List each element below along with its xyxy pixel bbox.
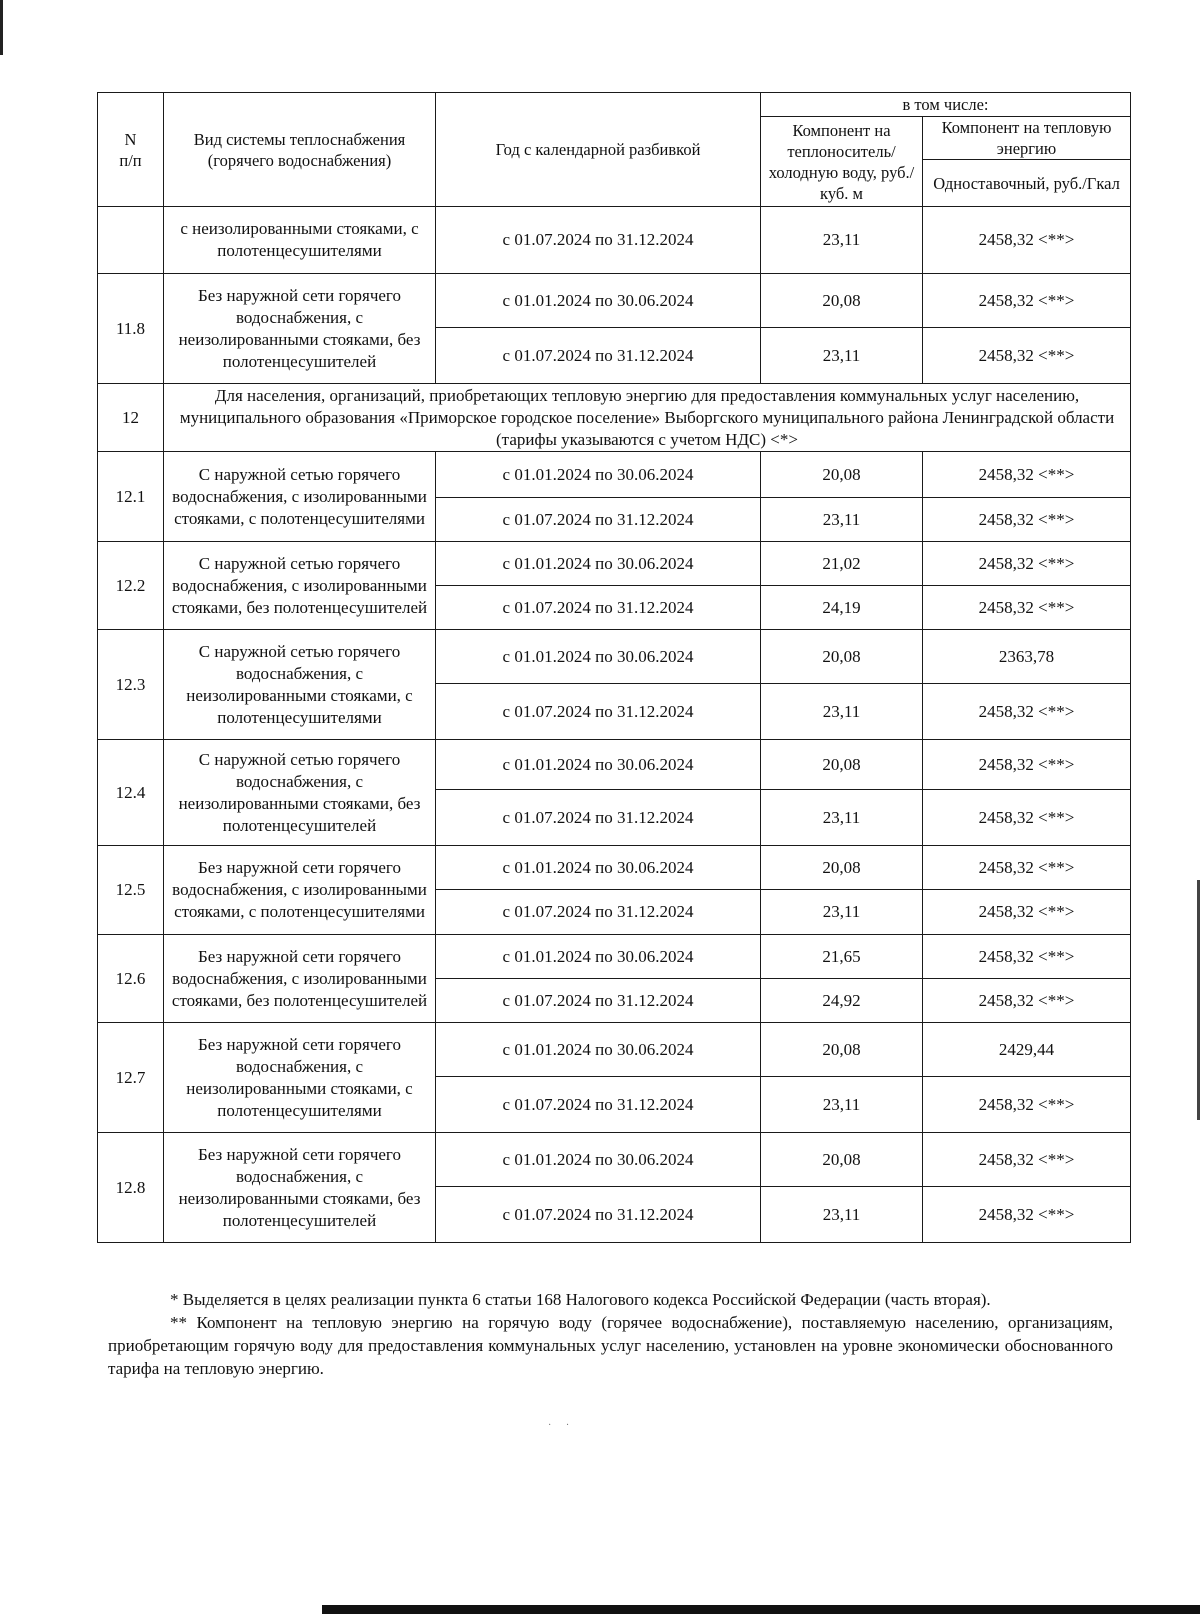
header-component-water: Компонент на теплоноситель/ холодную воду, руб./куб. м [761, 117, 923, 207]
system-cell: С наружной сетью горячего водоснабжения, с неизолированными стояками, с полотенцесушителями [164, 630, 436, 740]
energy-cell: 2458,32 <**> [923, 586, 1131, 630]
period-cell: с 01.01.2024 по 30.06.2024 [436, 274, 761, 328]
water-cell: 23,11 [761, 1077, 923, 1133]
section-row [98, 384, 1131, 452]
water-cell: 20,08 [761, 274, 923, 328]
energy-cell: 2458,32 <**> [923, 207, 1131, 274]
period-cell: с 01.01.2024 по 30.06.2024 [436, 1133, 761, 1187]
header-year: Год с календарной разбивкой [436, 93, 761, 207]
scan-edge-bottom [322, 1605, 1200, 1614]
system-cell: с неизолированными стояками, с полотенцесушителями [164, 207, 436, 274]
energy-cell: 2458,32 <**> [923, 498, 1131, 542]
section-num-cell: 12 [98, 384, 164, 452]
period-cell: с 01.07.2024 по 31.12.2024 [436, 979, 761, 1023]
table-row [98, 1023, 1131, 1077]
energy-cell: 2458,32 <**> [923, 452, 1131, 498]
footnote-2: ** Компонент на тепловую энергию на горячую воду (горячее водоснабжение), поставляемую населению, организациям, приобретающим горячую воду для предоставления коммунальных услуг населению, установлен на уровне экономически обоснованного тарифа на тепловую энергию. [108, 1313, 1113, 1378]
scan-noise-dots: · · [548, 1420, 576, 1431]
header-group: в том числе: [761, 93, 1131, 117]
energy-cell: 2458,32 <**> [923, 979, 1131, 1023]
period-cell: с 01.07.2024 по 31.12.2024 [436, 498, 761, 542]
water-cell: 20,08 [761, 1023, 923, 1077]
table-row [98, 846, 1131, 890]
header-num: N п/п [98, 93, 164, 207]
energy-cell: 2458,32 <**> [923, 790, 1131, 846]
row-num-cell: 12.7 [98, 1023, 164, 1133]
row-num-cell: 12.3 [98, 630, 164, 740]
period-cell: с 01.01.2024 по 30.06.2024 [436, 630, 761, 684]
table-row [98, 740, 1131, 790]
table-row [98, 935, 1131, 979]
energy-cell: 2458,32 <**> [923, 542, 1131, 586]
water-cell: 23,11 [761, 1187, 923, 1243]
energy-cell: 2458,32 <**> [923, 328, 1131, 384]
row-num-cell: 12.4 [98, 740, 164, 846]
water-cell: 23,11 [761, 498, 923, 542]
period-cell: с 01.01.2024 по 30.06.2024 [436, 542, 761, 586]
period-cell: с 01.07.2024 по 31.12.2024 [436, 790, 761, 846]
energy-cell: 2458,32 <**> [923, 1133, 1131, 1187]
table-row [98, 630, 1131, 684]
water-cell: 23,11 [761, 684, 923, 740]
system-cell: Без наружной сети горячего водоснабжения, с неизолированными стояками, с полотенцесушителями [164, 1023, 436, 1133]
water-cell: 20,08 [761, 846, 923, 890]
system-cell: С наружной сетью горячего водоснабжения, с изолированными стояками, без полотенцесушителей [164, 542, 436, 630]
row-num-cell: 12.1 [98, 452, 164, 542]
header-single-rate: Одноставочный, руб./Гкал [923, 160, 1131, 207]
water-cell: 24,19 [761, 586, 923, 630]
period-cell: с 01.07.2024 по 31.12.2024 [436, 207, 761, 274]
energy-cell: 2458,32 <**> [923, 890, 1131, 935]
energy-cell: 2458,32 <**> [923, 740, 1131, 790]
table-row [98, 542, 1131, 586]
period-cell: с 01.07.2024 по 31.12.2024 [436, 1077, 761, 1133]
water-cell: 20,08 [761, 740, 923, 790]
period-cell: с 01.01.2024 по 30.06.2024 [436, 935, 761, 979]
period-cell: с 01.01.2024 по 30.06.2024 [436, 740, 761, 790]
table-row [98, 452, 1131, 498]
period-cell: с 01.01.2024 по 30.06.2024 [436, 1023, 761, 1077]
water-cell: 23,11 [761, 207, 923, 274]
row-num-cell: 12.6 [98, 935, 164, 1023]
period-cell: с 01.07.2024 по 31.12.2024 [436, 328, 761, 384]
water-cell: 20,08 [761, 452, 923, 498]
period-cell: с 01.07.2024 по 31.12.2024 [436, 890, 761, 935]
water-cell: 24,92 [761, 979, 923, 1023]
system-cell: Без наружной сети горячего водоснабжения, с изолированными стояками, без полотенцесушителей [164, 935, 436, 1023]
energy-cell: 2429,44 [923, 1023, 1131, 1077]
water-cell: 21,65 [761, 935, 923, 979]
header-component-energy: Компонент на тепловую энергию [923, 117, 1131, 160]
energy-cell: 2458,32 <**> [923, 274, 1131, 328]
system-cell: С наружной сетью горячего водоснабжения, с неизолированными стояками, без полотенцесушителей [164, 740, 436, 846]
energy-cell: 2458,32 <**> [923, 1077, 1131, 1133]
table-body [98, 207, 1131, 1243]
period-cell: с 01.07.2024 по 31.12.2024 [436, 684, 761, 740]
system-cell: С наружной сетью горячего водоснабжения, с изолированными стояками, с полотенцесушителями [164, 452, 436, 542]
energy-cell: 2458,32 <**> [923, 935, 1131, 979]
water-cell: 21,02 [761, 542, 923, 586]
energy-cell: 2458,32 <**> [923, 846, 1131, 890]
scan-edge-left [0, 0, 3, 55]
system-cell: Без наружной сети горячего водоснабжения, с неизолированными стояками, без полотенцесушителей [164, 1133, 436, 1243]
row-num-cell: 12.8 [98, 1133, 164, 1243]
energy-cell: 2458,32 <**> [923, 684, 1131, 740]
system-cell: Без наружной сети горячего водоснабжения, с неизолированными стояками, без полотенцесушителей [164, 274, 436, 384]
water-cell: 20,08 [761, 630, 923, 684]
row-num-cell: 12.2 [98, 542, 164, 630]
period-cell: с 01.01.2024 по 30.06.2024 [436, 452, 761, 498]
period-cell: с 01.07.2024 по 31.12.2024 [436, 1187, 761, 1243]
table-row [98, 274, 1131, 328]
system-cell: Без наружной сети горячего водоснабжения, с изолированными стояками, с полотенцесушителями [164, 846, 436, 935]
table-header [98, 93, 1131, 207]
row-num-cell: 12.5 [98, 846, 164, 935]
row-num-cell [98, 207, 164, 274]
table-row [98, 207, 1131, 274]
water-cell: 20,08 [761, 1133, 923, 1187]
period-cell: с 01.07.2024 по 31.12.2024 [436, 586, 761, 630]
period-cell: с 01.01.2024 по 30.06.2024 [436, 846, 761, 890]
row-num-cell: 11.8 [98, 274, 164, 384]
water-cell: 23,11 [761, 328, 923, 384]
footnotes [108, 1288, 1113, 1380]
footnote-1: * Выделяется в целях реализации пункта 6 статьи 168 Налогового кодекса Российской Федерации (часть вторая). [170, 1290, 991, 1309]
water-cell: 23,11 [761, 790, 923, 846]
header-system: Вид системы теплоснабжения (горячего водоснабжения) [164, 93, 436, 207]
table-row [98, 1133, 1131, 1187]
energy-cell: 2458,32 <**> [923, 1187, 1131, 1243]
water-cell: 23,11 [761, 890, 923, 935]
energy-cell: 2363,78 [923, 630, 1131, 684]
section-title-cell: Для населения, организаций, приобретающих тепловую энергию для предоставления коммунальных услуг населению, муниципального образования «Приморское городское поселение» Выборгского муниципального района Ленинградской области (тарифы указываются с учетом НДС) <*> [164, 384, 1131, 452]
tariff-table [97, 92, 1131, 1243]
